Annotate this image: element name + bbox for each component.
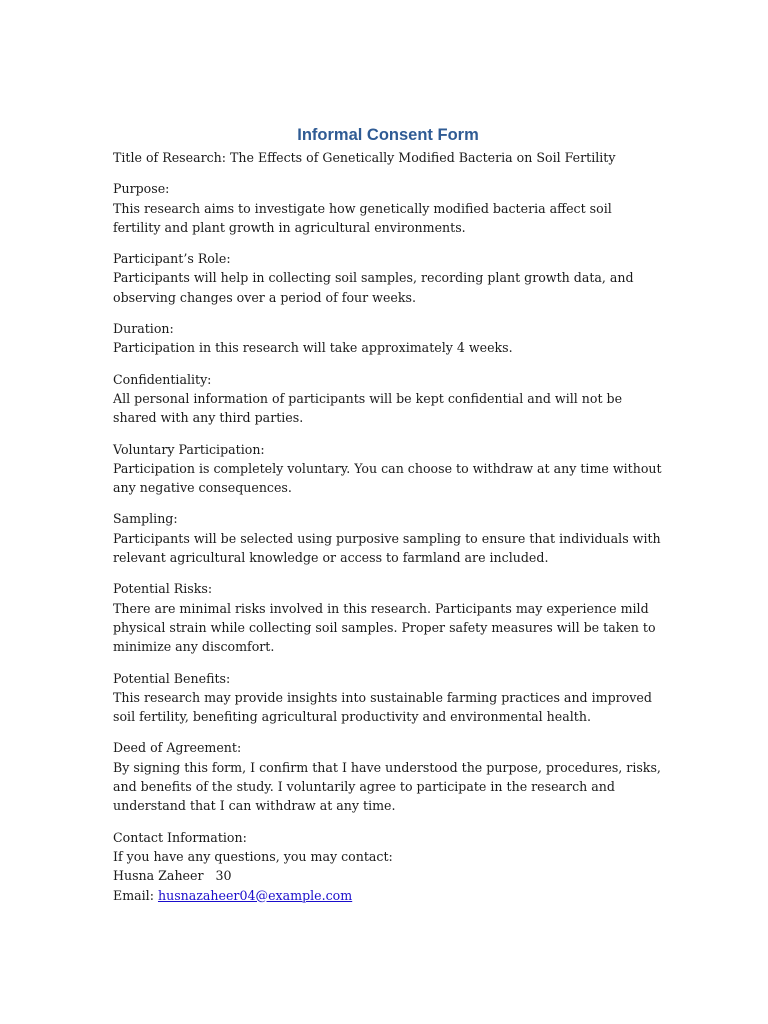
section-body: Participants will help in collecting soil samples, recording plant growth data, and observing changes over a period of four weeks. bbox=[113, 270, 634, 305]
email-link[interactable]: husnazaheer04@example.com bbox=[157, 887, 353, 903]
section-contact-information bbox=[113, 828, 663, 905]
contact-name-line bbox=[113, 866, 663, 885]
contact-gap bbox=[203, 868, 215, 883]
section-heading: Contact Information: bbox=[113, 829, 247, 845]
section-heading: Sampling: bbox=[113, 511, 178, 527]
section-heading: Voluntary Participation: bbox=[113, 441, 265, 457]
section-body: By signing this form, I confirm that I have understood the purpose, procedures, risks, and benefits of the study. I voluntarily agree to participate in the research and understand that I can withdraw at any time. bbox=[113, 759, 661, 814]
section-heading: Participant’s Role: bbox=[113, 251, 231, 267]
contact-email-line bbox=[113, 886, 663, 905]
contact-number: 30 bbox=[215, 868, 232, 884]
section-body: Participants will be selected using purposive sampling to ensure that individuals with relevant agricultural knowledge or access to farmland are included. bbox=[113, 530, 661, 566]
section-body: Participation in this research will take approximately 4 weeks. bbox=[113, 340, 513, 356]
section-body: This research aims to investigate how genetically modified bacteria affect soil fertility and plant growth in agricultural environments. bbox=[113, 200, 612, 235]
section-heading: Potential Benefits: bbox=[113, 670, 231, 686]
consent-form-document bbox=[113, 124, 663, 905]
contact-intro: If you have any questions, you may contact: bbox=[113, 848, 393, 864]
section-participant-role bbox=[113, 249, 663, 307]
document-title: Informal Consent Form bbox=[297, 126, 479, 144]
section-body: There are minimal risks involved in this research. Participants may experience mild physical strain while collecting soil samples. Proper safety measures will be taken to minimize any discomfort. bbox=[113, 600, 656, 655]
contact-name: Husna Zaheer bbox=[113, 868, 204, 884]
email-label: Email: bbox=[113, 887, 154, 903]
section-deed-of-agreement bbox=[113, 738, 663, 815]
section-body: All personal information of participants will be kept confidential and will not be shared with any third parties. bbox=[113, 390, 623, 426]
section-heading: Potential Risks: bbox=[113, 581, 213, 597]
section-heading: Duration: bbox=[113, 321, 174, 337]
section-potential-risks bbox=[113, 579, 663, 656]
section-voluntary-participation bbox=[113, 440, 663, 498]
section-heading: Purpose: bbox=[113, 181, 170, 197]
section-body: Participation is completely voluntary. You can choose to withdraw at any time without any negative consequences. bbox=[113, 460, 662, 496]
section-confidentiality bbox=[113, 370, 663, 428]
section-purpose bbox=[113, 179, 663, 237]
research-title: Title of Research: The Effects of Genetically Modified Bacteria on Soil Fertility bbox=[113, 150, 616, 165]
section-body: This research may provide insights into sustainable farming practices and improved soil fertility, benefiting agricultural productivity and environmental health. bbox=[113, 689, 652, 725]
section-heading: Deed of Agreement: bbox=[113, 740, 242, 756]
section-potential-benefits bbox=[113, 669, 663, 727]
section-duration bbox=[113, 319, 663, 358]
section-heading: Confidentiality: bbox=[113, 371, 212, 387]
section-sampling bbox=[113, 509, 663, 567]
